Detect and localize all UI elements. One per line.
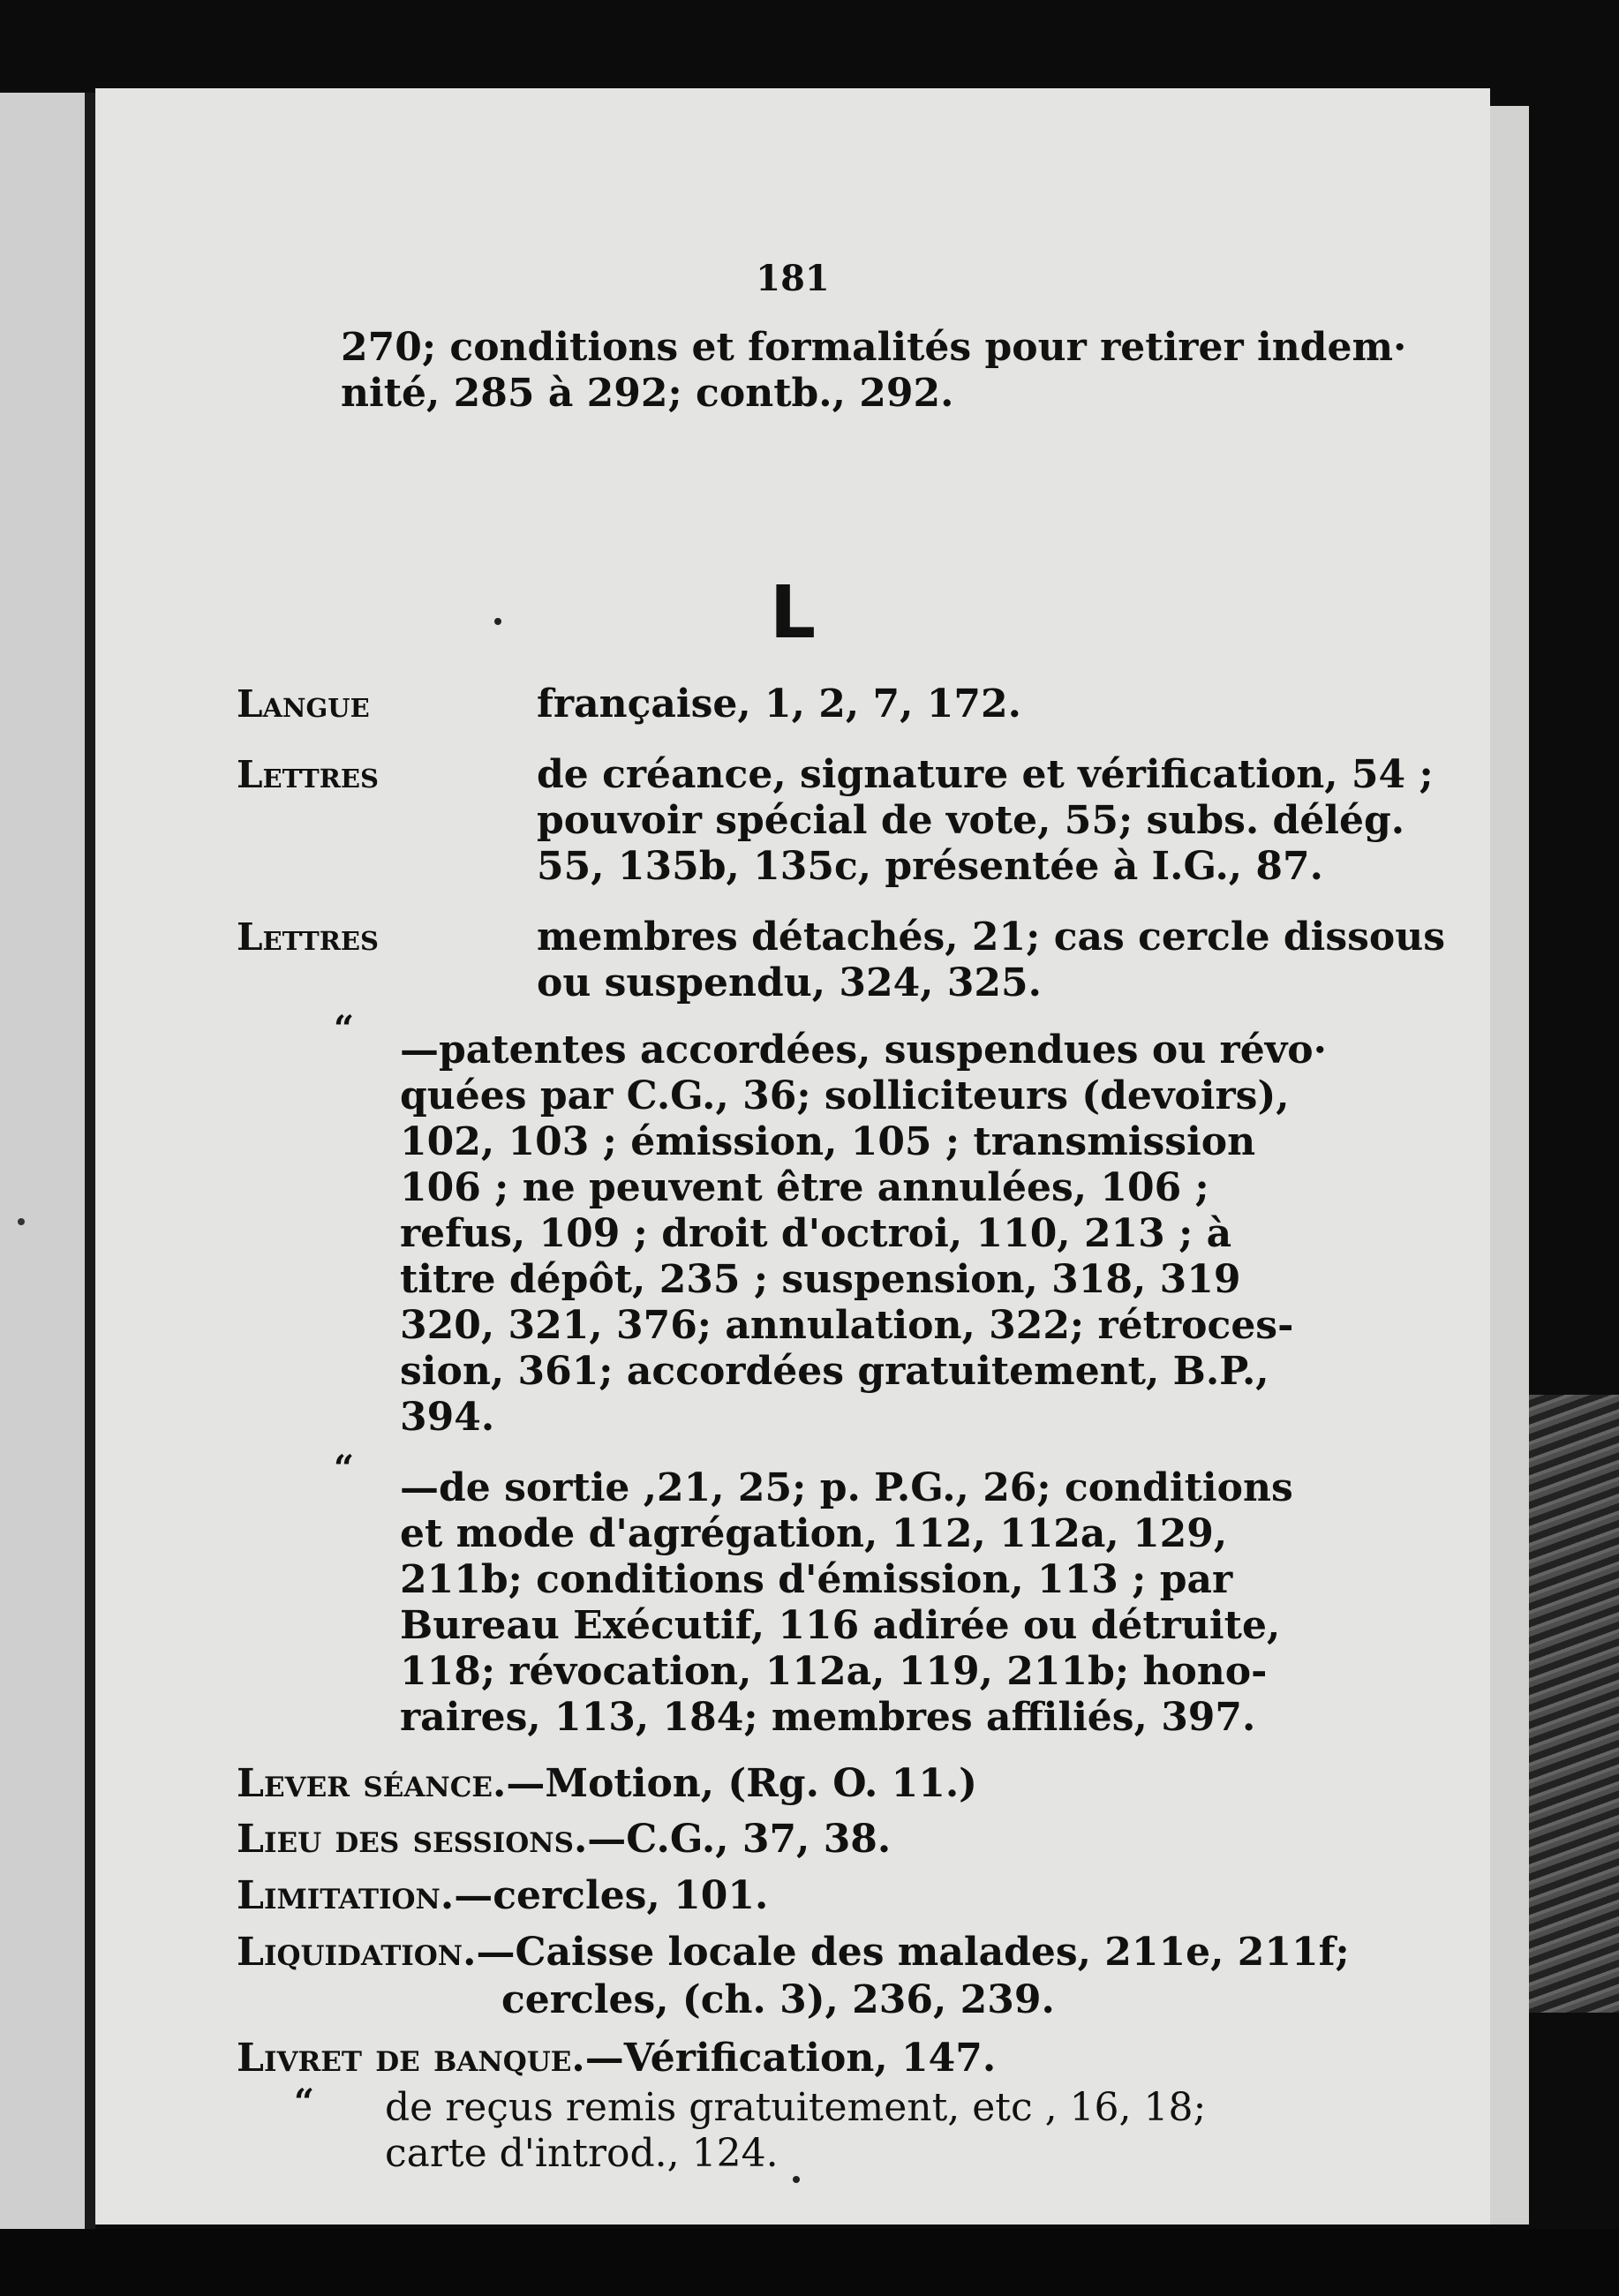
entry-head: Lettres <box>237 915 379 959</box>
page-content <box>95 88 1490 2224</box>
index-entry-lieu-sessions <box>237 1817 1472 1863</box>
index-entry-lever-seance <box>237 1761 1472 1807</box>
continuation-text <box>341 325 1407 417</box>
entry-text: —Vérification, 147. <box>584 2036 997 2081</box>
entry-text: sion, 361; accordées gratuitement, B.P., <box>400 1349 1269 1394</box>
speck-mark <box>793 2176 800 2183</box>
entry-text: —C.G., 37, 38. <box>587 1817 892 1862</box>
ditto-mark: “ <box>334 1008 355 1050</box>
sub-entry-patentes <box>400 1028 1327 1441</box>
bottom-border <box>0 2229 1619 2296</box>
entry-text: refus, 109 ; droit d'octroi, 110, 213 ; à <box>400 1211 1232 1256</box>
entry-text: —de sortie ,21, 25; p. P.G., 26; conditions <box>400 1465 1293 1510</box>
entry-text: française, 1, 2, 7, 172. <box>537 681 1021 726</box>
page-number: 181 <box>756 258 830 299</box>
entry-text: 102, 103 ; émission, 105 ; transmission <box>400 1119 1256 1164</box>
entry-text: membres détachés, 21; cas cercle dissous <box>537 915 1446 960</box>
entry-head: Liquidation. <box>237 1930 477 1975</box>
entry-text: raires, 113, 184; membres affiliés, 397. <box>400 1695 1256 1740</box>
section-letter-heading: L <box>769 571 817 655</box>
index-entry-liquidation <box>237 1930 1472 2022</box>
entry-text: de créance, signature et vérification, 54 ; <box>537 752 1434 797</box>
entry-text: 106 ; ne peuvent être annulées, 106 ; <box>400 1165 1209 1210</box>
entry-text: et mode d'agrégation, 112, 112a, 129, <box>400 1511 1228 1556</box>
entry-text: quées par C.G., 36; solliciteurs (devoirs), <box>400 1073 1290 1118</box>
entry-text: —Caisse locale des malades, 211e, 211f; <box>476 1930 1350 1975</box>
entry-head: Lettres <box>237 753 379 796</box>
entry-text: 55, 135b, 135c, présentée à I.G., 87. <box>537 844 1323 889</box>
sub-entry-recus <box>385 2085 1206 2177</box>
entry-head: Lever séance. <box>237 1761 507 1806</box>
entry-text: pouvoir spécial de vote, 55; subs. délég. <box>537 798 1405 843</box>
speck-mark <box>18 1218 25 1225</box>
left-page-edge <box>0 93 85 2229</box>
entry-text: —Motion, (Rg. O. 11.) <box>506 1761 977 1806</box>
entry-text: 118; révocation, 112a, 119, 211b; hono- <box>400 1649 1268 1694</box>
entry-head: Livret de banque. <box>237 2036 585 2081</box>
entry-head: Lieu des sessions. <box>237 1817 588 1862</box>
entry-text: carte d'introd., 124. <box>385 2131 779 2176</box>
text-line: nité, 285 à 292; contb., 292. <box>341 371 954 416</box>
page-gutter <box>85 93 95 2229</box>
ditto-mark: “ <box>334 1448 355 1489</box>
background-texture <box>1529 1395 1619 2013</box>
entry-text: Bureau Exécutif, 116 adirée ou détruite, <box>400 1603 1281 1648</box>
entry-head: Langue <box>237 682 370 726</box>
index-entry-limitation <box>237 1873 1472 1919</box>
index-entry-livret-banque <box>237 2036 1472 2081</box>
entry-text: 320, 321, 376; annulation, 322; rétroces- <box>400 1303 1294 1348</box>
entry-text: ou suspendu, 324, 325. <box>537 960 1042 1005</box>
ditto-mark: “ <box>294 2081 315 2123</box>
entry-head: Limitation. <box>237 1873 455 1918</box>
text-line: 270; conditions et formalités pour retirer indem· <box>341 325 1407 370</box>
entry-text: titre dépôt, 235 ; suspension, 318, 319 <box>400 1257 1241 1302</box>
entry-text: —cercles, 101. <box>454 1873 769 1918</box>
document-page <box>95 88 1490 2224</box>
entry-text: 394. <box>400 1395 495 1440</box>
entry-text: —patentes accordées, suspendues ou révo· <box>400 1028 1327 1073</box>
sub-entry-sortie <box>400 1465 1293 1741</box>
entry-text: cercles, (ch. 3), 236, 239. <box>501 1977 1055 2022</box>
entry-text: 211b; conditions d'émission, 113 ; par <box>400 1557 1233 1602</box>
right-page-edge <box>1490 106 1529 2224</box>
entry-text: de reçus remis gratuitement, etc , 16, 18; <box>385 2085 1207 2130</box>
